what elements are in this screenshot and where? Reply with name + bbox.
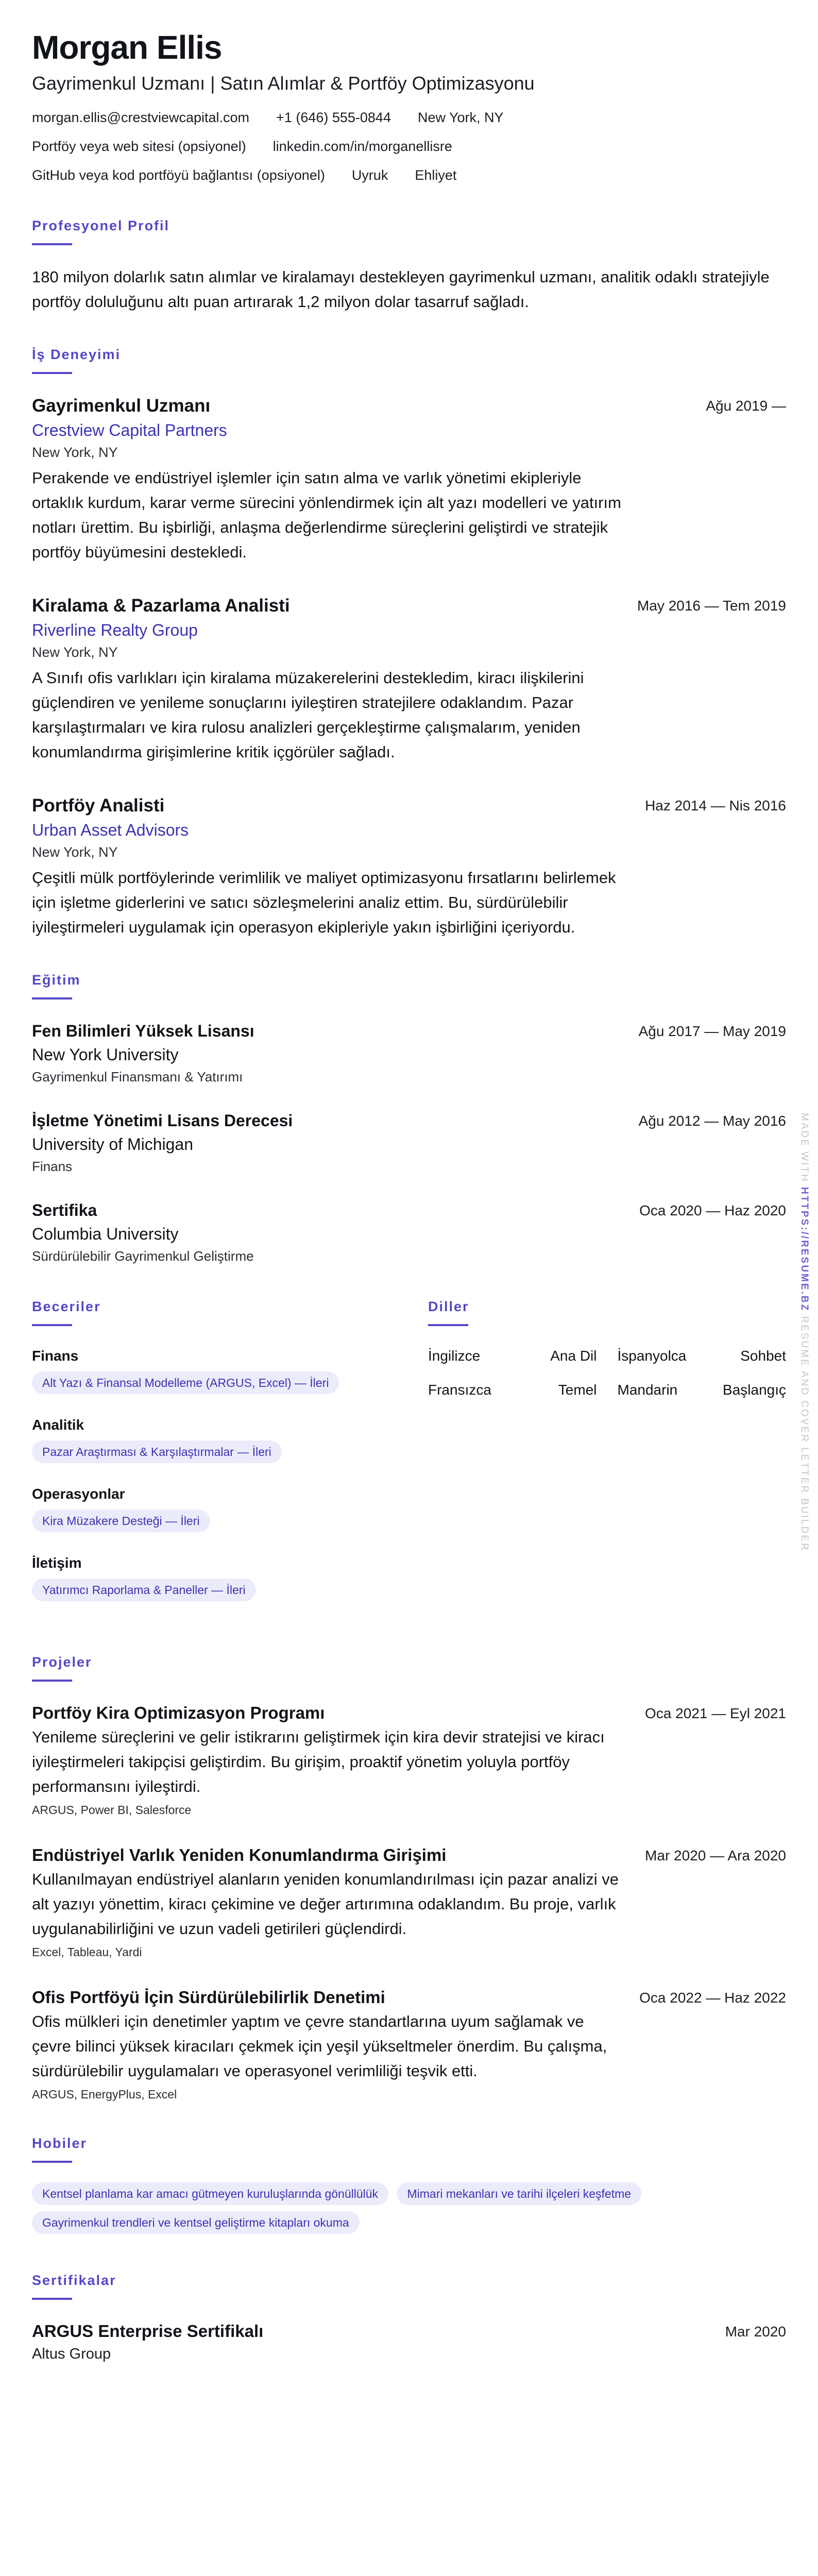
school-name: University of Michigan [32,1135,193,1154]
education-entry [32,1019,786,1087]
section-title: Profesyonel Profil [32,218,170,233]
section-title: Eğitim [32,972,81,988]
company-name[interactable]: Riverline Realty Group [32,621,198,639]
language-item [428,1346,597,1366]
hobby-chip: Gayrimenkul trendleri ve kentsel geliştirme kitapları okuma [32,2211,360,2234]
job-description: Çeşitli mülk portföylerinde verimlilik ve maliyet optimizasyonu fırsatlarını belirlemek için işletme giderlerini ve satıcı sözleşmelerini analiz ettim. Bu, sürdürülebilir iyileştirmeleri uygulamak için operasyon ekipleriyle yakın işbirliğini içeriyordu. [32,869,616,936]
summary-text: 180 milyon dolarlık satın alımlar ve kiralamayı destekleyen gayrimenkul uzmanı, analitik odaklı stratejiyle portföy doluluğunu altı puan artırarak 1,2 milyon dolar tasarruf sağladı. [32,268,770,311]
watermark-suffix: RESUME AND COVER LETTER BUILDER [799,1312,810,1552]
degree-title: İşletme Yönetimi Lisans Derecesi [32,1111,293,1130]
certification-entry [32,2319,786,2365]
hobby-chip: Mimari mekanları ve tarihi ilçeleri keşfetme [397,2182,641,2205]
section-title: Projeler [32,1654,92,1670]
job-title: Gayrimenkul Uzmanı [32,396,211,416]
website-link[interactable]: Portföy veya web sitesi (opsiyonel) [32,139,246,154]
license-text: Ehliyet [415,167,457,183]
job-title: Portföy Analisti [32,795,165,816]
experience-entry [32,394,786,565]
project-title: Endüstriyel Varlık Yeniden Konumlandırma Girişimi [32,1845,447,1865]
nationality-text: Uyruk [351,167,388,183]
project-keywords: Excel, Tableau, Yardi [32,1945,142,1959]
skill-group [32,1553,393,1607]
job-date: May 2016 — Tem 2019 [637,598,786,614]
company-name[interactable]: Crestview Capital Partners [32,421,227,439]
section-title: Hobiler [32,2136,88,2151]
school-name: New York University [32,1045,179,1064]
projects-section [32,1652,786,2103]
study-field: Gayrimenkul Finansmanı & Yatırımı [32,1069,243,1084]
study-field: Sürdürülebilir Gayrimenkul Geliştirme [32,1248,254,1264]
project-title: Ofis Portföyü İçin Sürdürülebilirlik Denetimi [32,1988,385,2007]
skill-chip: Alt Yazı & Finansal Modelleme (ARGUS, Excel) — İleri [32,1371,339,1394]
phone-link[interactable]: +1 (646) 555-0844 [276,110,391,125]
section-title: İş Deneyimi [32,347,121,362]
language-name: Fransızca [428,1382,491,1398]
skill-chip: Yatırımcı Raporlama & Paneller — İleri [32,1579,256,1601]
job-title: Kiralama & Pazarlama Analisti [32,596,290,616]
skill-chip: Pazar Araştırması & Karşılaştırmalar — İleri [32,1440,282,1463]
project-entry [32,1843,786,1961]
skills-column [32,1296,393,1622]
project-date: Oca 2021 — Eyl 2021 [645,1705,786,1721]
watermark-link[interactable]: HTTPS://RESUME.BZ [799,1187,810,1312]
section-divider [32,243,72,245]
project-description: Yenileme süreçlerini ve gelir istikrarını geliştirmek için kira devir stratejisi ve kiracı iyileştirmeleri takipçisi geliştirdim. Bu girişim, proaktif yönetim yoluyla portföy performansını iyileştirdi. [32,1728,605,1795]
section-divider [32,1680,72,1682]
watermark-text [798,1113,810,1552]
job-date: Ağu 2019 — [706,398,786,414]
skill-group [32,1484,393,1538]
languages-column [428,1296,786,1622]
job-description: A Sınıfı ofis varlıkları için kiralama müzakerelerini destekledim, kiracı ilişkilerini güçlendiren ve yenileme sonuçlarını iyileştiren stratejilere odaklandım. Pazar karşılaştırmaları ve kira rulosu analizleri gerçekleştirme çalışmalarım, yeniden konumlandırma girişimlerine kritik içgörüler sağladı. [32,669,584,761]
project-keywords: ARGUS, Power BI, Salesforce [32,1803,192,1817]
degree-title: Sertifika [32,1201,97,1219]
language-item [618,1380,787,1400]
skill-group-name: Analitik [32,1417,84,1433]
language-item [618,1346,787,1366]
experience-section [32,344,786,940]
project-date: Oca 2022 — Haz 2022 [639,1990,786,2006]
candidate-headline: Gayrimenkul Uzmanı | Satın Alımlar & Portföy Optimizasyonu [32,73,535,94]
job-location: New York, NY [32,844,118,860]
linkedin-link[interactable]: linkedin.com/in/morganellisre [272,139,452,154]
certification-date: Mar 2020 [725,2324,786,2340]
skill-group [32,1415,393,1469]
skills-languages-section [32,1296,786,1622]
education-date: Ağu 2012 — May 2016 [638,1113,786,1129]
experience-entry [32,793,786,940]
study-field: Finans [32,1159,73,1174]
contact-info [32,107,786,185]
language-name: İspanyolca [617,1348,687,1364]
language-name: Mandarin [617,1382,678,1398]
section-divider [32,2161,72,2163]
summary-section [32,215,786,314]
certification-title: ARGUS Enterprise Sertifikalı [32,2321,264,2341]
hobby-list [32,2182,786,2240]
language-level: Ana Dil [550,1348,597,1364]
language-level: Başlangıç [723,1382,786,1398]
github-link[interactable]: GitHub veya kod portföyü bağlantısı (opsiyonel) [32,167,325,183]
section-title: Sertifikalar [32,2273,116,2288]
experience-entry [32,594,786,765]
education-entry [32,1198,786,1266]
degree-title: Fen Bilimleri Yüksek Lisansı [32,1022,254,1040]
skill-chip: Kira Müzakere Desteği — İleri [32,1510,210,1532]
education-date: Oca 2020 — Haz 2020 [639,1202,786,1218]
project-entry [32,1986,786,2103]
section-title: Diller [428,1299,469,1314]
project-description: Kullanılmayan endüstriyel alanların yeniden konumlandırılması için pazar analizi ve alt yazıyı yönettim, kiracı çekimine ve değer artırımına odaklandım. Bu proje, varlık uygulanabilirliğini ve uzun vadeli getirileri güçlendirdi. [32,1870,619,1938]
project-keywords: ARGUS, EnergyPlus, Excel [32,2088,177,2101]
section-divider [32,997,72,999]
project-title: Portföy Kira Optimizasyon Programı [32,1703,325,1722]
skill-group-name: Finans [32,1348,79,1364]
school-name: Columbia University [32,1225,179,1243]
builder-watermark [794,1113,811,1552]
job-date: Haz 2014 — Nis 2016 [645,798,786,814]
language-item [428,1380,597,1400]
section-title: Beceriler [32,1299,101,1314]
project-entry [32,1701,786,1819]
job-description: Perakende ve endüstriyel işlemler için satın alma ve varlık yönetimi ekipleriyle ortaklık kurdum, karar verme sürecini yönlendirmek için alt yazı modelleri ve yatırım notları ürettim. Bu işbirliği, anlaşma değerlendirme süreçlerini geliştirdi ve stratejik portföy büyümesini destekledi. [32,469,621,561]
education-section [32,970,786,1266]
hobbies-section [32,2133,786,2240]
language-list [428,1346,786,1414]
language-level: Temel [558,1382,597,1398]
hobby-chip: Kentsel planlama kar amacı gütmeyen kuruluşlarında gönüllülük [32,2182,388,2205]
watermark-prefix: MADE WITH [799,1113,810,1187]
job-location: New York, NY [32,445,118,460]
location-text: New York, NY [417,110,504,125]
company-name[interactable]: Urban Asset Advisors [32,821,189,839]
resume-header [32,27,786,185]
candidate-name: Morgan Ellis [32,29,222,66]
contact-row [32,136,786,157]
contact-row [32,107,786,128]
education-date: Ağu 2017 — May 2019 [638,1023,786,1039]
language-level: Sohbet [740,1348,786,1364]
skill-group-name: İletişim [32,1555,82,1571]
job-location: New York, NY [32,645,118,660]
section-divider [32,2298,72,2300]
section-divider [32,372,72,374]
email-link[interactable]: morgan.ellis@crestviewcapital.com [32,110,250,125]
contact-row [32,165,786,185]
project-description: Ofis mülkleri için denetimler yaptım ve çevre standartlarına uyum sağlamak ve çevre bilinci yüksek kiracıları çekmek için yeşil yükseltmeler önerdim. Bu çalışma, sürdürülebilir uygulamaları ve operasyonel verimliliği teşvik etti. [32,2012,607,2080]
certification-issuer: Altus Group [32,2346,111,2362]
section-divider [428,1324,468,1326]
skill-group-name: Operasyonlar [32,1486,125,1502]
language-name: İngilizce [428,1348,481,1364]
certifications-section [32,2270,786,2365]
education-entry [32,1109,786,1177]
section-divider [32,1324,72,1326]
skill-group [32,1346,393,1400]
project-date: Mar 2020 — Ara 2020 [645,1848,786,1863]
